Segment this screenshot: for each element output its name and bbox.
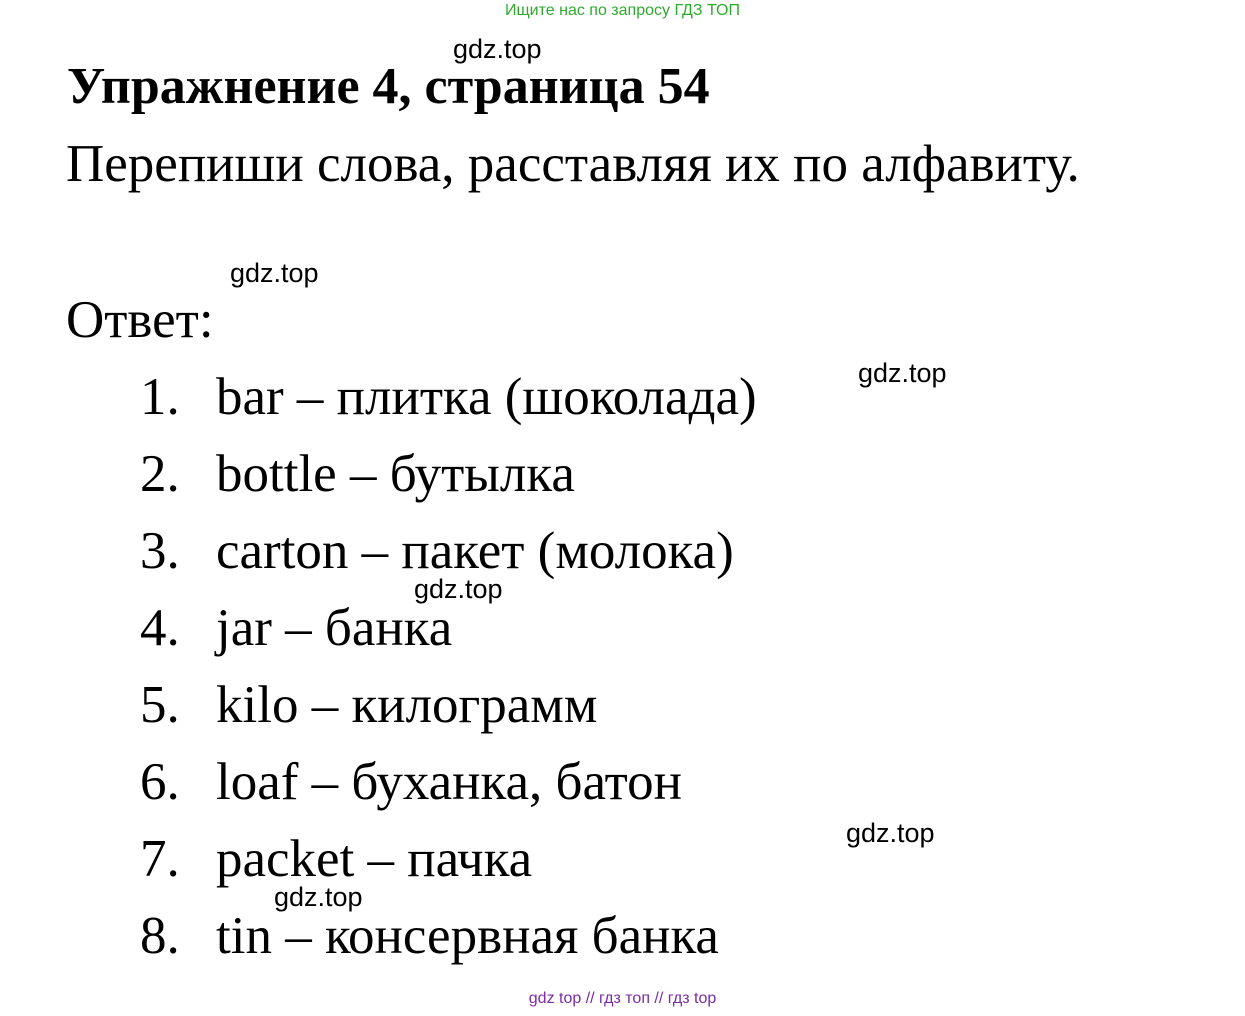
item-number: 7.: [140, 830, 180, 888]
item-number: 1.: [140, 368, 180, 426]
watermark: gdz.top: [453, 34, 542, 64]
item-text: loaf – буханка, батон: [216, 753, 682, 811]
watermark: gdz.top: [274, 882, 363, 912]
list-item: [140, 749, 757, 826]
footer-links[interactable]: gdz top // гдз топ // гдз top: [528, 990, 717, 1007]
top-banner-link[interactable]: Ищите нас по запросу ГДЗ ТОП: [505, 2, 740, 19]
list-item: [140, 826, 757, 903]
answer-label: Ответ:: [66, 291, 214, 349]
item-number: 6.: [140, 753, 180, 811]
item-text: carton – пакет (молока): [216, 522, 734, 580]
item-text: kilo – килограмм: [216, 676, 598, 734]
item-text: bar – плитка (шоколада): [216, 368, 757, 426]
item-text: tin – консервная банка: [216, 907, 719, 965]
watermark: gdz.top: [414, 574, 503, 604]
list-item: [140, 903, 757, 980]
list-item: [140, 595, 757, 672]
list-item: [140, 441, 757, 518]
list-item: [140, 364, 757, 441]
item-number: 3.: [140, 522, 180, 580]
item-number: 2.: [140, 445, 180, 503]
list-item: [140, 672, 757, 749]
answer-list: [140, 364, 757, 980]
item-number: 8.: [140, 907, 180, 965]
page-title: Упражнение 4, страница 54: [67, 58, 710, 115]
watermark: gdz.top: [230, 258, 319, 288]
watermark: gdz.top: [858, 358, 947, 388]
exercise-instruction: Перепиши слова, расставляя их по алфавиту.: [66, 135, 1080, 193]
watermark: gdz.top: [846, 818, 935, 848]
item-number: 4.: [140, 599, 180, 657]
item-text: packet – пачка: [216, 830, 533, 888]
item-text: jar – банка: [216, 599, 453, 657]
item-text: bottle – бутылка: [216, 445, 575, 503]
item-number: 5.: [140, 676, 180, 734]
